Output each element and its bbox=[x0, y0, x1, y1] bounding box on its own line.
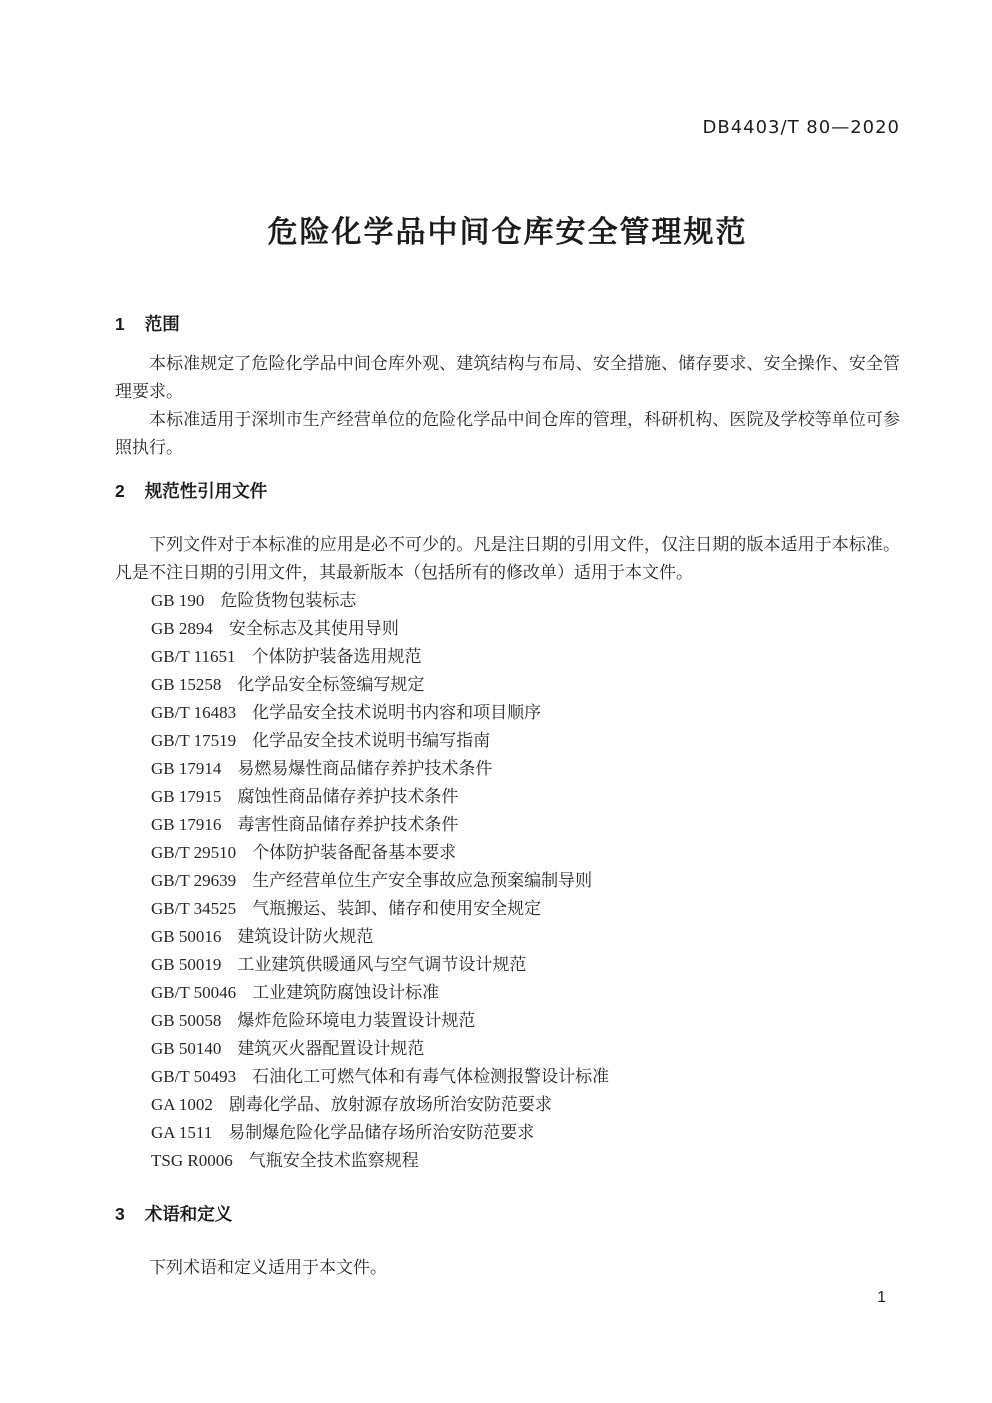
terms-intro: 下列术语和定义适用于本文件。 bbox=[149, 1258, 387, 1277]
reference-title: 易制爆危险化学品储存场所治安防范要求 bbox=[228, 1123, 535, 1142]
reference-code: GB/T 17519 bbox=[151, 731, 237, 750]
section-heading-scope bbox=[115, 310, 900, 338]
page-title: 危险化学品中间仓库安全管理规范 bbox=[267, 216, 748, 249]
reference-item bbox=[151, 671, 900, 699]
reference-title: 石油化工可燃气体和有毒气体检测报警设计标准 bbox=[252, 1067, 610, 1086]
reference-title: 生产经营单位生产安全事故应急预案编制导则 bbox=[252, 871, 593, 890]
reference-code: GA 1511 bbox=[151, 1123, 213, 1142]
reference-title: 气瓶安全技术监察规程 bbox=[248, 1151, 419, 1170]
reference-item bbox=[151, 1147, 900, 1175]
reference-code: GB 15258 bbox=[151, 675, 222, 694]
section-number: 1 bbox=[115, 314, 125, 334]
reference-title: 工业建筑供暖通风与空气调节设计规范 bbox=[237, 955, 527, 974]
reference-title: 易燃易爆性商品储存养护技术条件 bbox=[237, 759, 493, 778]
reference-item bbox=[151, 1063, 900, 1091]
reference-item bbox=[151, 755, 900, 783]
reference-title: 危险货物包装标志 bbox=[220, 591, 357, 610]
reference-code: GB/T 34525 bbox=[151, 899, 237, 918]
reference-item bbox=[151, 867, 900, 895]
reference-item bbox=[151, 839, 900, 867]
reference-title: 爆炸危险环境电力装置设计规范 bbox=[237, 1011, 476, 1030]
reference-title: 建筑设计防火规范 bbox=[237, 927, 374, 946]
section-heading-references bbox=[115, 477, 900, 505]
reference-item bbox=[151, 1007, 900, 1035]
reference-item bbox=[151, 1119, 900, 1147]
reference-title: 化学品安全标签编写规定 bbox=[237, 675, 425, 694]
reference-item bbox=[151, 923, 900, 951]
section-number: 3 bbox=[115, 1204, 125, 1224]
reference-code: GB 50019 bbox=[151, 955, 222, 974]
reference-item bbox=[151, 1091, 900, 1119]
reference-item bbox=[151, 951, 900, 979]
reference-item bbox=[151, 895, 900, 923]
reference-list bbox=[115, 587, 900, 1175]
reference-code: GB/T 50046 bbox=[151, 983, 237, 1002]
reference-title: 个体防护装备配备基本要求 bbox=[252, 843, 457, 862]
reference-code: GB/T 16483 bbox=[151, 703, 237, 722]
section-title: 术语和定义 bbox=[144, 1204, 233, 1224]
reference-title: 剧毒化学品、放射源存放场所治安防范要求 bbox=[228, 1095, 552, 1114]
reference-code: GB 50140 bbox=[151, 1039, 222, 1058]
doc-number: DB4403/T 80—2020 bbox=[702, 117, 900, 138]
references-intro: 下列文件对于本标准的应用是必不可少的。凡是注日期的引用文件，仅注日期的版本适用于本标准。凡是不注日期的引用文件，其最新版本（包括所有的修改单）适用于本文件。 bbox=[115, 535, 900, 582]
reference-item bbox=[151, 643, 900, 671]
reference-code: GB/T 50493 bbox=[151, 1067, 237, 1086]
reference-code: GB 50016 bbox=[151, 927, 222, 946]
reference-code: GB 190 bbox=[151, 591, 205, 610]
section-heading-terms bbox=[115, 1200, 900, 1228]
reference-item bbox=[151, 1035, 900, 1063]
reference-code: GB/T 29639 bbox=[151, 871, 237, 890]
reference-item bbox=[151, 699, 900, 727]
section-title: 范围 bbox=[144, 314, 180, 334]
reference-code: GB 17915 bbox=[151, 787, 222, 806]
reference-code: GB 50058 bbox=[151, 1011, 222, 1030]
reference-item bbox=[151, 979, 900, 1007]
reference-item bbox=[151, 783, 900, 811]
reference-title: 毒害性商品储存养护技术条件 bbox=[237, 815, 459, 834]
section-number: 2 bbox=[115, 481, 125, 501]
reference-code: GB 17914 bbox=[151, 759, 222, 778]
reference-item bbox=[151, 727, 900, 755]
reference-code: GB/T 11651 bbox=[151, 647, 236, 666]
section-title: 规范性引用文件 bbox=[144, 481, 268, 501]
reference-item bbox=[151, 811, 900, 839]
scope-paragraph-2: 本标准适用于深圳市生产经营单位的危险化学品中间仓库的管理，科研机构、医院及学校等单位可参照执行。 bbox=[115, 410, 900, 457]
reference-code: GB/T 29510 bbox=[151, 843, 237, 862]
reference-code: GB 17916 bbox=[151, 815, 222, 834]
doc-header bbox=[115, 118, 900, 138]
page-number: 1 bbox=[877, 1289, 886, 1306]
reference-title: 安全标志及其使用导则 bbox=[228, 619, 399, 638]
reference-title: 化学品安全技术说明书编写指南 bbox=[252, 731, 491, 750]
reference-item bbox=[151, 615, 900, 643]
reference-item bbox=[151, 587, 900, 615]
reference-code: TSG R0006 bbox=[151, 1151, 233, 1170]
reference-code: GA 1002 bbox=[151, 1095, 213, 1114]
reference-title: 化学品安全技术说明书内容和项目顺序 bbox=[252, 703, 542, 722]
reference-title: 建筑灭火器配置设计规范 bbox=[237, 1039, 425, 1058]
reference-title: 个体防护装备选用规范 bbox=[251, 647, 422, 666]
scope-paragraph-1: 本标准规定了危险化学品中间仓库外观、建筑结构与布局、安全措施、储存要求、安全操作、安全管理要求。 bbox=[115, 354, 900, 401]
reference-title: 工业建筑防腐蚀设计标准 bbox=[252, 983, 440, 1002]
reference-title: 气瓶搬运、装卸、储存和使用安全规定 bbox=[252, 899, 542, 918]
reference-code: GB 2894 bbox=[151, 619, 213, 638]
reference-title: 腐蚀性商品储存养护技术条件 bbox=[237, 787, 459, 806]
